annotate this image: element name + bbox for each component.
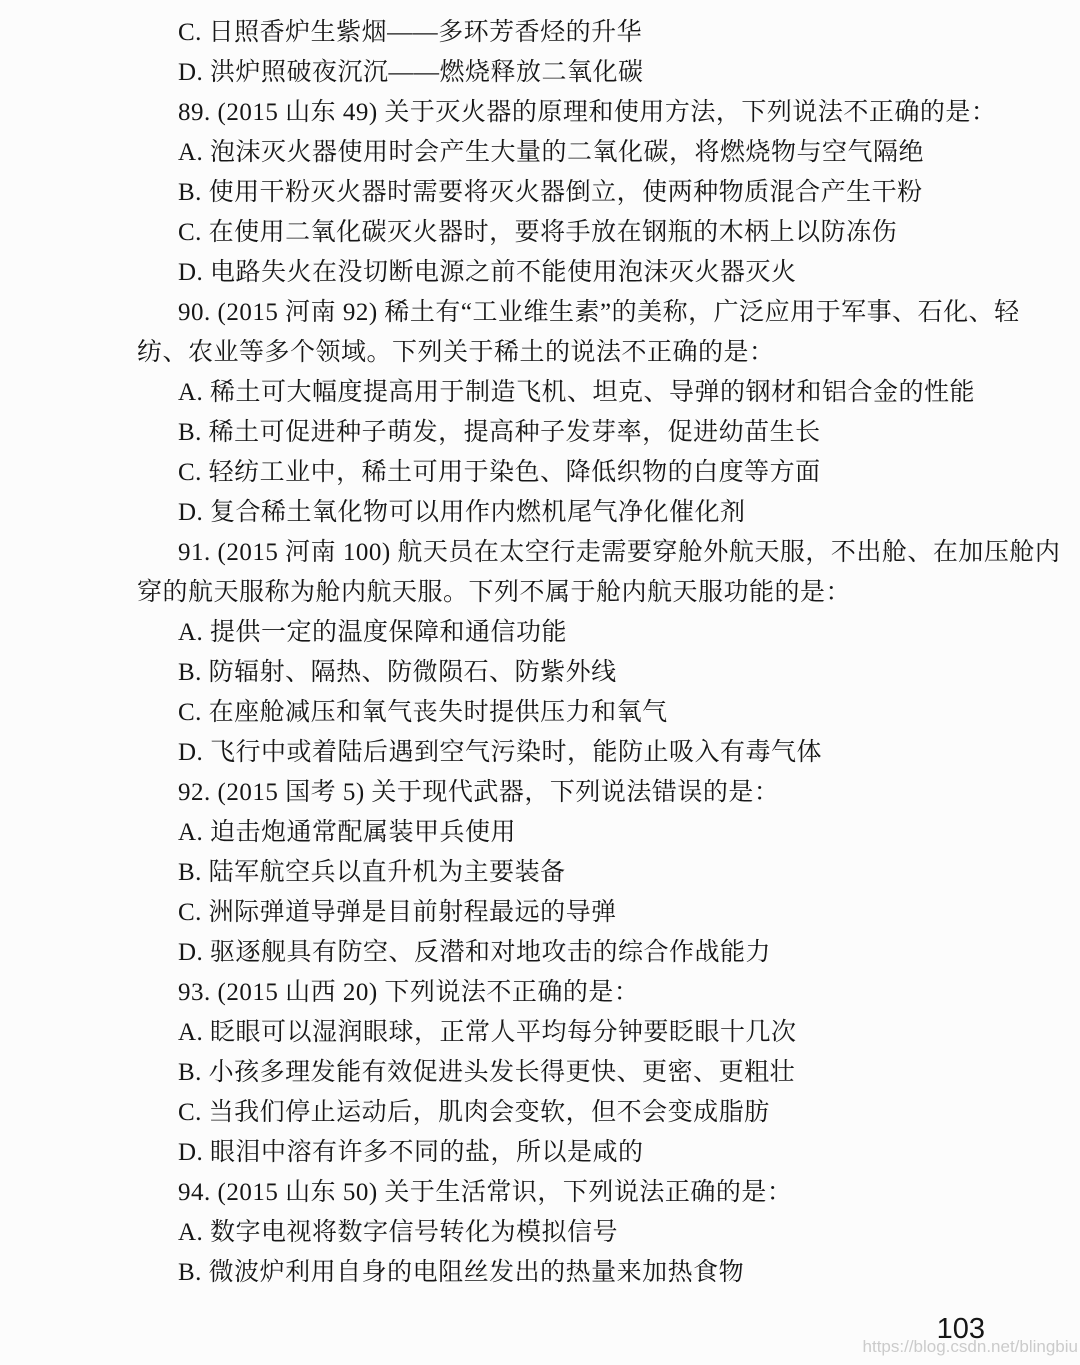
- option-line: A. 眨眼可以湿润眼球，正常人平均每分钟要眨眼十几次: [178, 1019, 797, 1046]
- option-line: A. 数字电视将数字信号转化为模拟信号: [178, 1219, 619, 1246]
- option-line: C. 在座舱减压和氧气丧失时提供压力和氧气: [178, 699, 668, 726]
- document-body: [137, 13, 1061, 1293]
- option-line: D. 眼泪中溶有许多不同的盐，所以是咸的: [178, 1139, 644, 1166]
- question-line: 89. (2015 山东 49) 关于灭火器的原理和使用方法，下列说法不正确的是：: [178, 99, 997, 126]
- option-line: D. 复合稀土氧化物可以用作内燃机尾气净化催化剂: [178, 499, 746, 526]
- option-line: A. 泡沫灭火器使用时会产生大量的二氧化碳，将燃烧物与空气隔绝: [178, 139, 925, 166]
- question-line: 92. (2015 国考 5) 关于现代武器，下列说法错误的是：: [178, 779, 780, 806]
- option-line: D. 飞行中或着陆后遇到空气污染时，能防止吸入有毒气体: [178, 739, 823, 766]
- option-line: B. 使用干粉灭火器时需要将灭火器倒立，使两种物质混合产生干粉: [178, 179, 923, 206]
- question-line: 93. (2015 山西 20) 下列说法不正确的是：: [178, 979, 640, 1006]
- option-line: C. 洲际弹道导弹是目前射程最远的导弹: [178, 899, 617, 926]
- question-line: 90. (2015 河南 92) 稀土有“工业维生素”的美称，广泛应用于军事、石化、轻: [178, 299, 1020, 326]
- option-line: A. 提供一定的温度保障和通信功能: [178, 619, 568, 646]
- option-line: C. 当我们停止运动后，肌肉会变软，但不会变成脂肪: [178, 1099, 770, 1126]
- option-line: C. 日照香炉生紫烟——多环芳香烃的升华: [178, 19, 643, 46]
- option-line: D. 驱逐舰具有防空、反潜和对地攻击的综合作战能力: [178, 939, 772, 966]
- option-line: A. 迫击炮通常配属装甲兵使用: [178, 819, 517, 846]
- question-line: 94. (2015 山东 50) 关于生活常识，下列说法正确的是：: [178, 1179, 793, 1206]
- question-line: 91. (2015 河南 100) 航天员在太空行走需要穿舱外航天服，不出舱、在加压舱内: [178, 539, 1061, 566]
- watermark-url: https://blog.csdn.net/blingbiu: [862, 1337, 1078, 1356]
- option-line: B. 稀土可促进种子萌发，提高种子发芽率，促进幼苗生长: [178, 419, 821, 446]
- option-line: B. 防辐射、隔热、防微陨石、防紫外线: [178, 659, 617, 686]
- option-line: B. 小孩多理发能有效促进头发长得更快、更密、更粗壮: [178, 1059, 796, 1086]
- option-line: D. 电路失火在没切断电源之前不能使用泡沫灭火器灭火: [178, 259, 797, 286]
- option-line: C. 轻纺工业中，稀土可用于染色、降低织物的白度等方面: [178, 459, 821, 486]
- option-line: D. 洪炉照破夜沉沉——燃烧释放二氧化碳: [178, 59, 644, 86]
- continuation-line: 纺、农业等多个领域。下列关于稀土的说法不正确的是：: [137, 339, 775, 366]
- page-number: 103: [936, 1313, 985, 1345]
- option-line: B. 陆军航空兵以直升机为主要装备: [178, 859, 566, 886]
- option-line: C. 在使用二氧化碳灭火器时，要将手放在钢瓶的木柄上以防冻伤: [178, 219, 898, 246]
- continuation-line: 穿的航天服称为舱内航天服。下列不属于舱内航天服功能的是：: [137, 579, 852, 606]
- option-line: B. 微波炉利用自身的电阻丝发出的热量来加热食物: [178, 1259, 745, 1286]
- option-line: A. 稀土可大幅度提高用于制造飞机、坦克、导弹的钢材和铝合金的性能: [178, 379, 976, 406]
